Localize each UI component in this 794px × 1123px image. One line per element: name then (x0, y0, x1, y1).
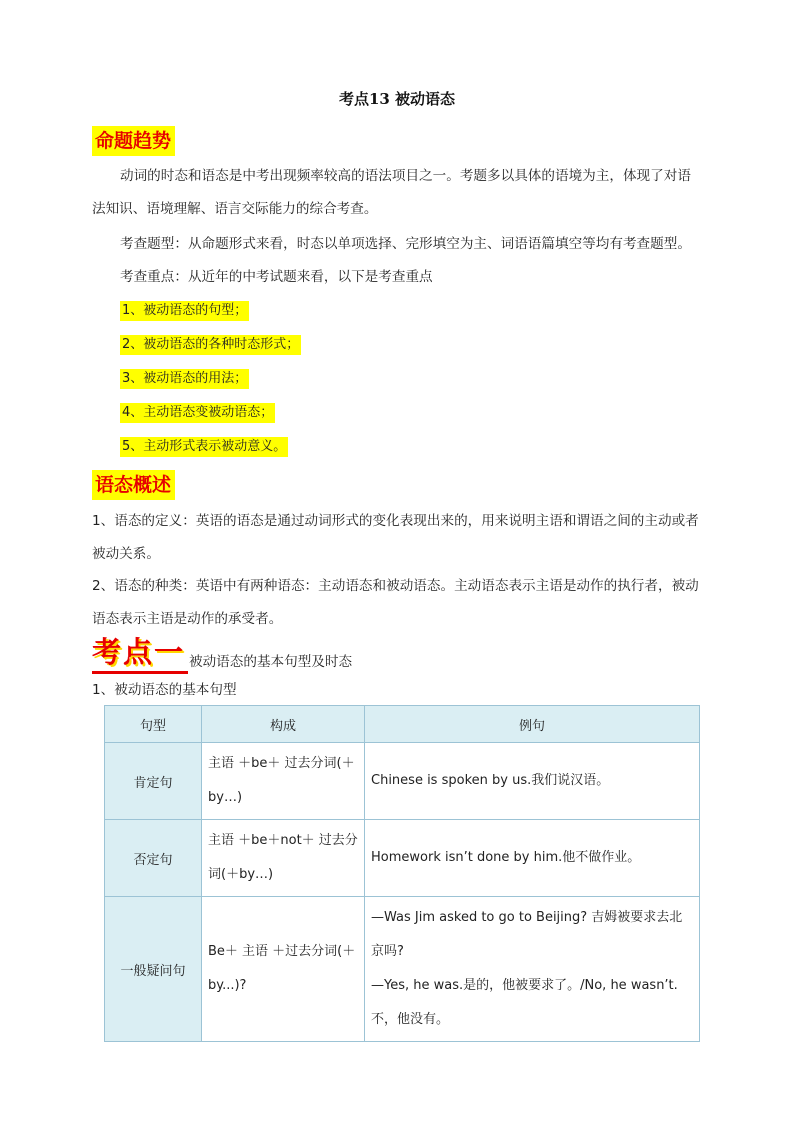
table-row (105, 820, 700, 897)
table-header-row (105, 706, 700, 743)
overview-paragraph-1: 1、语态的定义：英语的语态是通过动词形式的变化表现出来的，用来说明主语和谓语之间的主动或者被动关系。 (92, 513, 699, 562)
highlight-point-4: 4、主动语态变被动语态； (120, 403, 275, 423)
row-structure: 主语 ＋be＋ 过去分词(＋by…) (202, 743, 365, 820)
section-heading-trend: 命题趋势 (92, 126, 175, 156)
example-line: —Yes, he was.是的，他被要求了。/No, he wasn’t. 不，他没有。 (371, 978, 678, 1027)
table-header-example: 例句 (365, 706, 700, 743)
highlight-point-3: 3、被动语态的用法； (120, 369, 249, 389)
table-row (105, 743, 700, 820)
row-structure: 主语 ＋be＋not＋ 过去分词(＋by…) (202, 820, 365, 897)
example-line: —Was Jim asked to go to Beijing? 吉姆被要求去北京吗? (371, 910, 683, 959)
row-type: 肯定句 (105, 743, 202, 820)
example-line: Homework isn’t done by him.他不做作业。 (371, 850, 641, 865)
table-caption: 1、被动语态的基本句型 (92, 682, 237, 698)
row-type: 否定句 (105, 820, 202, 897)
table-header-type: 句型 (105, 706, 202, 743)
row-example (365, 897, 700, 1042)
kaodian-badge: 考点一 (92, 635, 186, 669)
row-type: 一般疑问句 (105, 897, 202, 1042)
highlight-point-1: 1、被动语态的句型； (120, 301, 249, 321)
row-example (365, 743, 700, 820)
trend-paragraph-3: 考查重点：从近年的中考试题来看，以下是考查重点 (120, 269, 433, 285)
highlight-point-2: 2、被动语态的各种时态形式； (120, 335, 301, 355)
trend-paragraph-1: 动词的时态和语态是中考出现频率较高的语法项目之一。考题多以具体的语境为主，体现了对语法知识、语境理解、语言交际能力的综合考查。 (92, 168, 691, 217)
trend-paragraph-2: 考查题型：从命题形式来看，时态以单项选择、完形填空为主、词语语篇填空等均有考查题型。 (120, 236, 691, 252)
overview-paragraph-2: 2、语态的种类：英语中有两种语态：主动语态和被动语态。主动语态表示主语是动作的执行者，被动语态表示主语是动作的承受者。 (92, 578, 699, 627)
example-line: Chinese is spoken by us.我们说汉语。 (371, 773, 610, 788)
row-structure: Be＋ 主语 ＋过去分词(＋by...)? (202, 897, 365, 1042)
sentence-pattern-table (104, 705, 700, 1042)
document-title: 考点13 被动语态 (338, 90, 456, 108)
table-row (105, 897, 700, 1042)
section-heading-overview: 语态概述 (92, 470, 175, 500)
kaodian-title: 被动语态的基本句型及时态 (189, 654, 353, 670)
highlight-point-5: 5、主动形式表示被动意义。 (120, 437, 288, 457)
row-example (365, 820, 700, 897)
table-header-structure: 构成 (202, 706, 365, 743)
